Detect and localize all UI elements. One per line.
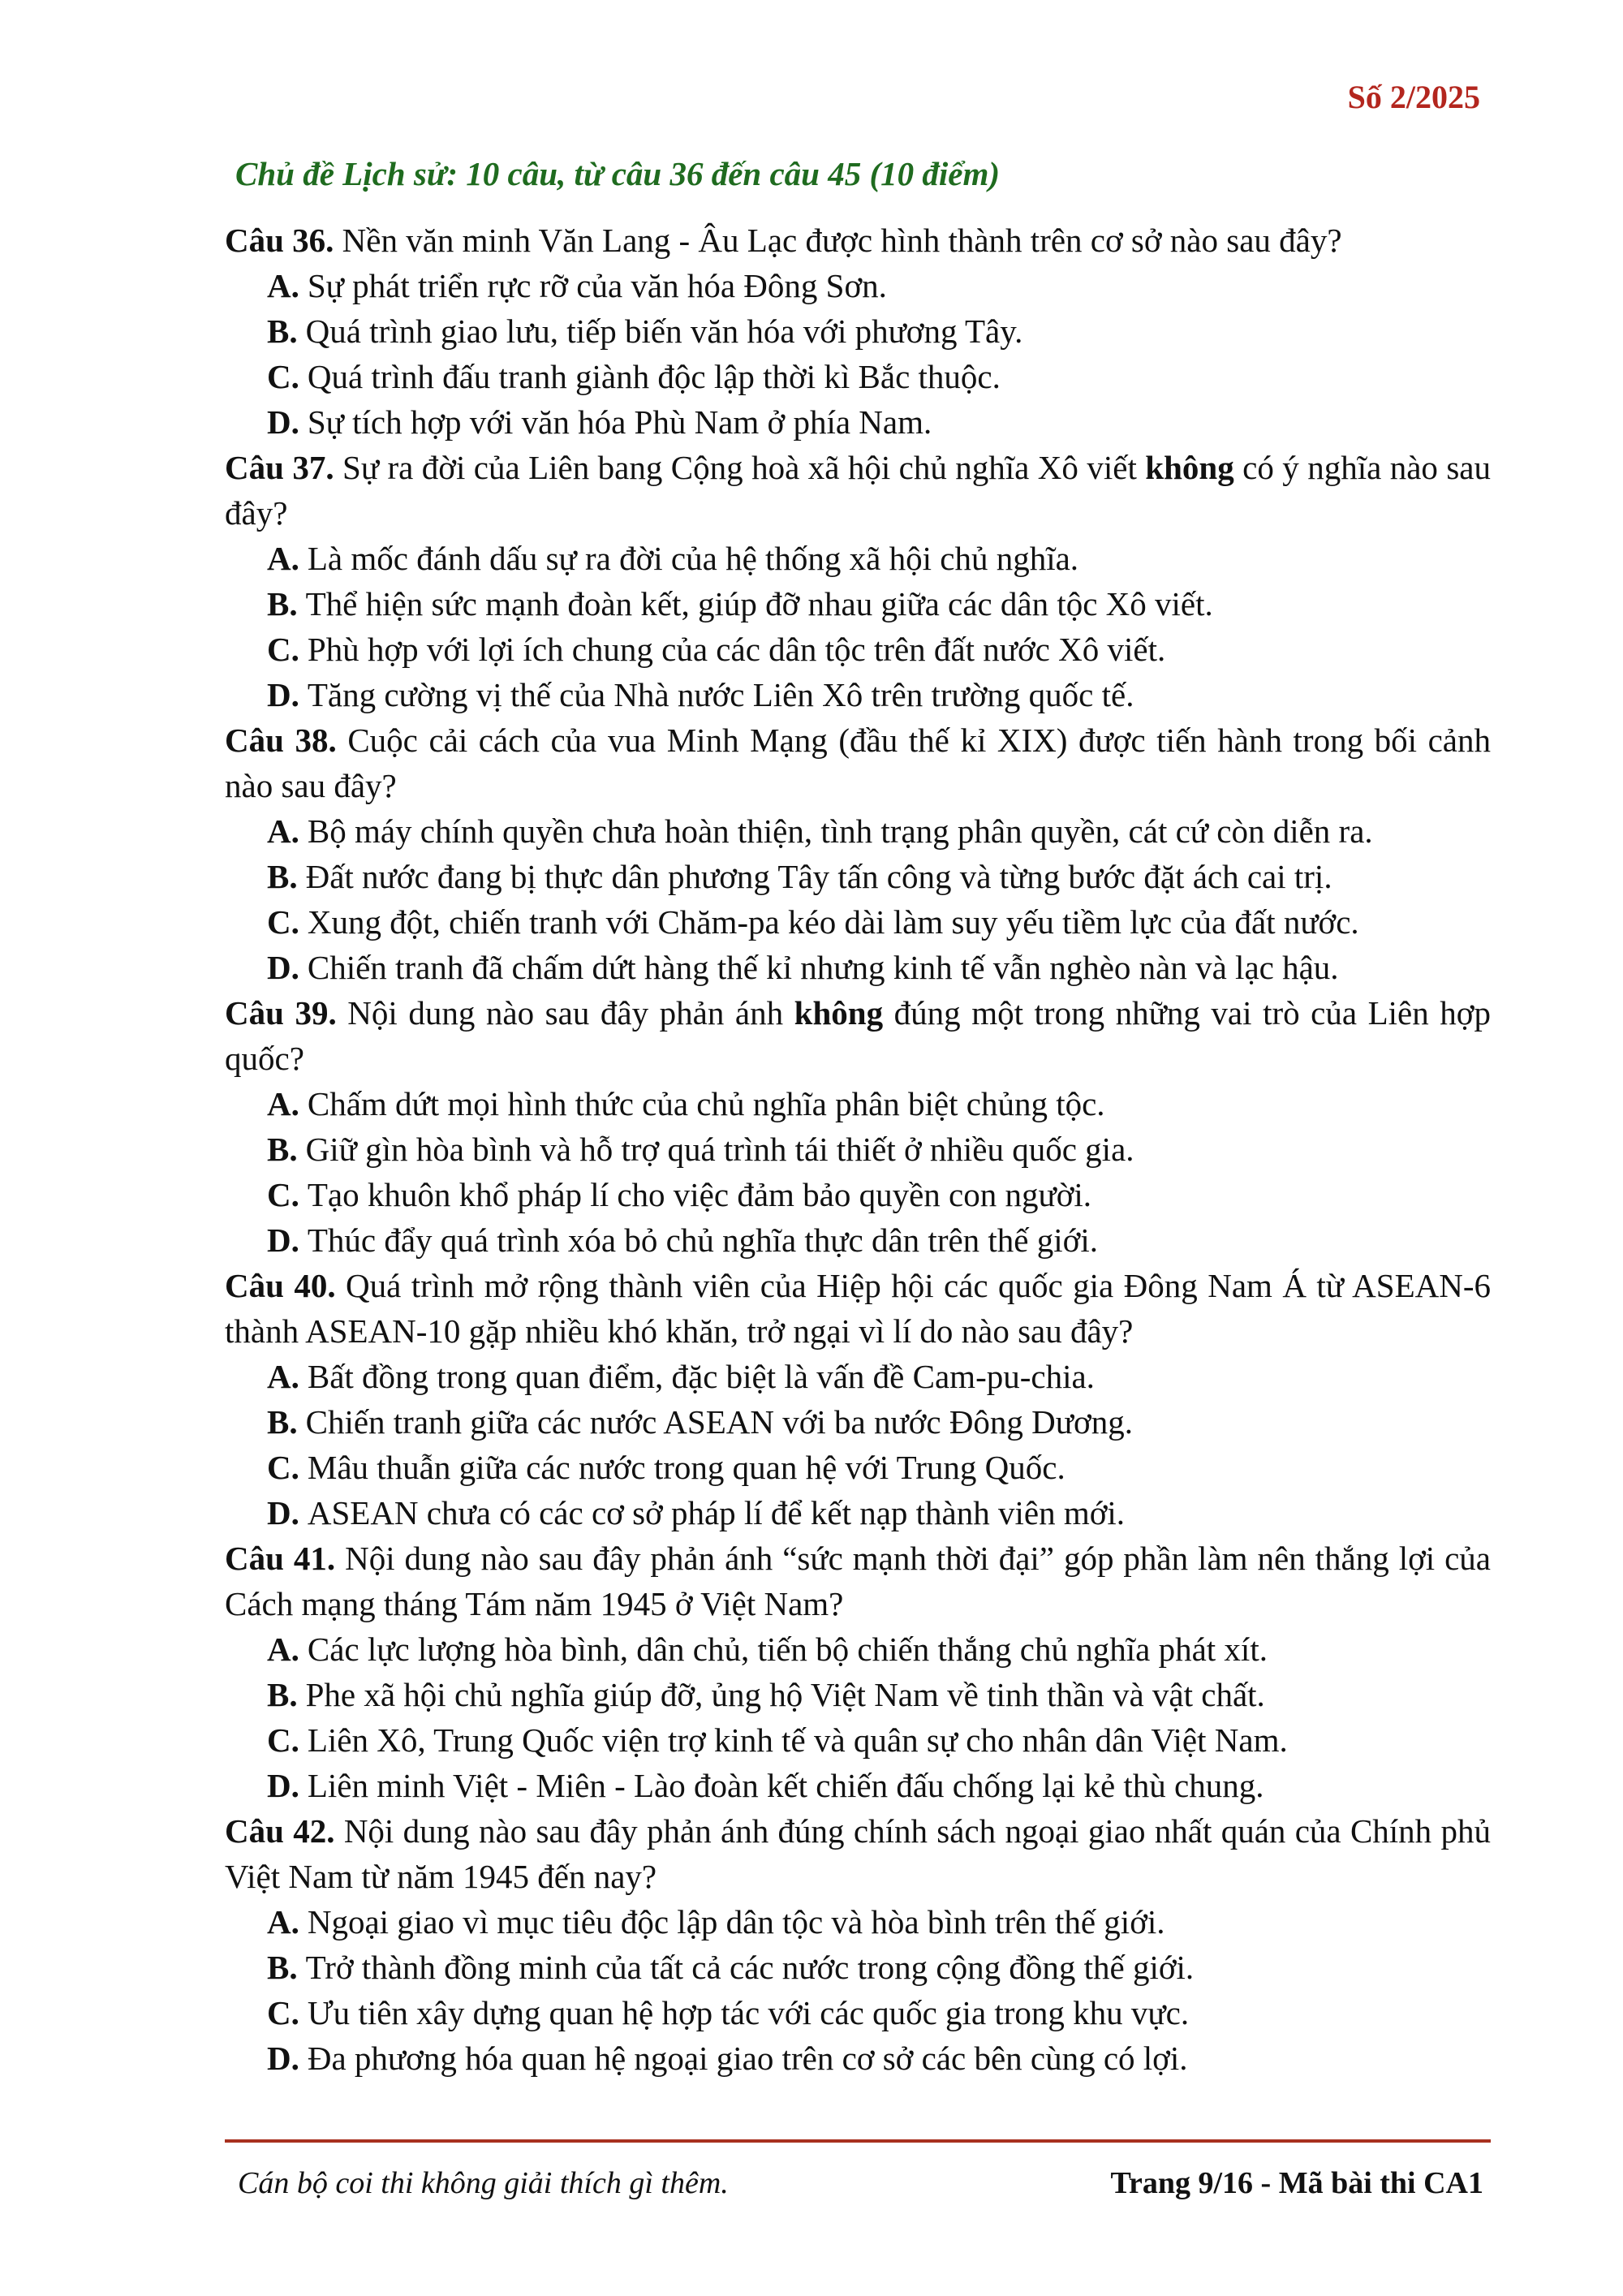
question-stem: [225, 445, 1491, 536]
option-d: [225, 1217, 1491, 1263]
question-stem: [225, 990, 1491, 1081]
option-letter: A.: [267, 267, 299, 304]
page-info: Trang 9/16 - Mã bài thi CA1: [1110, 2166, 1483, 2200]
option-d: [225, 672, 1491, 717]
option-text: Liên Xô, Trung Quốc viện trợ kinh tế và quân sự cho nhân dân Việt Nam.: [307, 1721, 1288, 1759]
option-text: Tạo khuôn khổ pháp lí cho việc đảm bảo quyền con người.: [307, 1176, 1092, 1213]
option-d: [225, 945, 1491, 990]
question-number: Câu 41.: [225, 1540, 336, 1577]
question-36: [225, 218, 1491, 445]
option-text: Sự phát triển rực rỡ của văn hóa Đông Sơn.: [307, 267, 887, 304]
option-letter: C.: [267, 631, 299, 668]
option-a: [225, 1899, 1491, 1945]
option-c: [225, 899, 1491, 945]
option-a: [225, 1081, 1491, 1126]
stem-text: Nội dung nào sau đây phản ánh: [347, 994, 794, 1032]
option-letter: C.: [267, 1721, 299, 1759]
question-number: Câu 38.: [225, 722, 337, 759]
option-letter: D.: [267, 949, 299, 986]
option-b: [225, 581, 1491, 627]
option-text: Phù hợp với lợi ích chung của các dân tộc trên đất nước Xô viết.: [307, 631, 1166, 668]
option-letter: A.: [267, 812, 299, 850]
question-39: [225, 990, 1491, 1263]
question-list: [225, 218, 1491, 2081]
stem-text: Sự ra đời của Liên bang Cộng hoà xã hội chủ nghĩa Xô viết: [342, 449, 1146, 486]
stem-text: Cuộc cải cách của vua Minh Mạng (đầu thế kỉ XIX) được tiến hành trong bối cảnh nào sau đây?: [225, 722, 1492, 804]
stem-text: Nội dung nào sau đây phản ánh “sức mạnh thời đại” góp phần làm nên thắng lợi của Cách mạng tháng Tám năm 1945 ở Việt Nam?: [225, 1540, 1492, 1622]
option-text: Sự tích hợp với văn hóa Phù Nam ở phía Nam.: [307, 403, 932, 441]
option-text: Xung đột, chiến tranh với Chăm-pa kéo dài làm suy yếu tiềm lực của đất nước.: [307, 903, 1359, 941]
option-letter: D.: [267, 403, 299, 441]
option-text: Quá trình đấu tranh giành độc lập thời kì Bắc thuộc.: [307, 358, 1001, 395]
option-text: Ngoại giao vì mục tiêu độc lập dân tộc và hòa bình trên thế giới.: [307, 1903, 1165, 1941]
option-text: Đất nước đang bị thực dân phương Tây tấn công và từng bước đặt ách cai trị.: [305, 858, 1332, 895]
option-text: Chiến tranh giữa các nước ASEAN với ba nước Đông Dương.: [305, 1403, 1133, 1441]
option-d: [225, 1490, 1491, 1536]
question-number: Câu 42.: [225, 1812, 335, 1850]
option-text: Bất đồng trong quan điểm, đặc biệt là vấn đề Cam-pu-chia.: [307, 1358, 1095, 1395]
option-letter: C.: [267, 1994, 299, 2031]
option-letter: D.: [267, 1221, 299, 1259]
option-text: Đa phương hóa quan hệ ngoại giao trên cơ sở các bên cùng có lợi.: [307, 2040, 1188, 2077]
option-text: Liên minh Việt - Miên - Lào đoàn kết chiến đấu chống lại kẻ thù chung.: [307, 1767, 1264, 1804]
option-letter: C.: [267, 358, 299, 395]
option-text: Thúc đẩy quá trình xóa bỏ chủ nghĩa thực dân trên thế giới.: [307, 1221, 1098, 1259]
option-a: [225, 536, 1491, 581]
option-letter: B.: [267, 1131, 298, 1168]
option-a: [225, 1626, 1491, 1672]
issue-number: Số 2/2025: [1347, 79, 1480, 115]
footer-note: Cán bộ coi thi không giải thích gì thêm.: [238, 2166, 729, 2200]
option-text: Tăng cường vị thế của Nhà nước Liên Xô trên trường quốc tế.: [307, 676, 1134, 713]
option-text: Thể hiện sức mạnh đoàn kết, giúp đỡ nhau giữa các dân tộc Xô viết.: [305, 585, 1213, 622]
option-letter: D.: [267, 1767, 299, 1804]
stem-text-after: đúng một trong những vai trò của Liên hợp quốc?: [225, 994, 1491, 1077]
option-text: Mâu thuẫn giữa các nước trong quan hệ với Trung Quốc.: [307, 1449, 1065, 1486]
option-letter: C.: [267, 903, 299, 941]
option-text: Các lực lượng hòa bình, dân chủ, tiến bộ chiến thắng chủ nghĩa phát xít.: [307, 1630, 1268, 1668]
option-letter: B.: [267, 585, 298, 622]
question-38: [225, 717, 1491, 990]
question-number: Câu 36.: [225, 222, 334, 259]
option-letter: B.: [267, 858, 298, 895]
stem-text: Nội dung nào sau đây phản ánh đúng chính sách ngoại giao nhất quán của Chính phủ Việt Nam từ năm 1945 đến nay?: [225, 1812, 1492, 1895]
option-text: Ưu tiên xây dựng quan hệ hợp tác với các quốc gia trong khu vực.: [307, 1994, 1190, 2031]
question-42: [225, 1808, 1491, 2081]
option-b: [225, 1126, 1491, 1172]
option-b: [225, 1672, 1491, 1717]
option-a: [225, 808, 1491, 854]
question-number: Câu 39.: [225, 994, 337, 1032]
option-a: [225, 1354, 1491, 1399]
option-d: [225, 2035, 1491, 2081]
footer-divider: [225, 2139, 1491, 2143]
option-c: [225, 1990, 1491, 2035]
question-number: Câu 37.: [225, 449, 334, 486]
question-number: Câu 40.: [225, 1267, 336, 1304]
stem-text: Quá trình mở rộng thành viên của Hiệp hội các quốc gia Đông Nam Á từ ASEAN-6 thành ASEAN-10 gặp nhiều khó khăn, trở ngại vì lí do nào sau đây?: [225, 1267, 1491, 1350]
option-d: [225, 399, 1491, 445]
option-letter: C.: [267, 1449, 299, 1486]
option-letter: B.: [267, 1403, 298, 1441]
stem-emphasis: không: [1145, 449, 1234, 486]
option-letter: A.: [267, 1630, 299, 1668]
option-c: [225, 1172, 1491, 1217]
option-c: [225, 1717, 1491, 1763]
question-stem: [225, 1536, 1491, 1626]
question-37: [225, 445, 1491, 717]
option-text: Bộ máy chính quyền chưa hoàn thiện, tình trạng phân quyền, cát cứ còn diễn ra.: [307, 812, 1373, 850]
option-letter: D.: [267, 1494, 299, 1531]
option-letter: A.: [267, 1358, 299, 1395]
option-c: [225, 1445, 1491, 1490]
stem-emphasis: không: [794, 994, 884, 1032]
option-c: [225, 627, 1491, 672]
stem-text: Nền văn minh Văn Lang - Âu Lạc được hình thành trên cơ sở nào sau đây?: [342, 222, 1342, 259]
option-letter: A.: [267, 1903, 299, 1941]
option-b: [225, 1945, 1491, 1990]
question-41: [225, 1536, 1491, 1808]
option-letter: C.: [267, 1176, 299, 1213]
option-b: [225, 854, 1491, 899]
option-letter: B.: [267, 1676, 298, 1713]
option-text: ASEAN chưa có các cơ sở pháp lí để kết nạp thành viên mới.: [307, 1494, 1126, 1531]
option-b: [225, 308, 1491, 354]
stem-text-after: có ý nghĩa nào sau đây?: [225, 449, 1492, 532]
option-letter: A.: [267, 540, 299, 577]
option-letter: A.: [267, 1085, 299, 1122]
option-text: Phe xã hội chủ nghĩa giúp đỡ, ủng hộ Việt Nam về tinh thần và vật chất.: [305, 1676, 1265, 1713]
question-stem: [225, 1808, 1491, 1899]
question-stem: [225, 717, 1491, 808]
question-stem: [225, 1263, 1491, 1354]
option-text: Chiến tranh đã chấm dứt hàng thế kỉ nhưng kinh tế vẫn nghèo nàn và lạc hậu.: [307, 949, 1339, 986]
question-stem: [225, 218, 1491, 263]
option-text: Quá trình giao lưu, tiếp biến văn hóa với phương Tây.: [305, 312, 1023, 350]
option-c: [225, 354, 1491, 399]
option-b: [225, 1399, 1491, 1445]
option-d: [225, 1763, 1491, 1808]
option-text: Là mốc đánh dấu sự ra đời của hệ thống xã hội chủ nghĩa.: [307, 540, 1079, 577]
option-letter: B.: [267, 1949, 298, 1986]
option-a: [225, 263, 1491, 308]
question-40: [225, 1263, 1491, 1536]
option-text: Giữ gìn hòa bình và hỗ trợ quá trình tái thiết ở nhiều quốc gia.: [305, 1131, 1134, 1168]
option-letter: D.: [267, 2040, 299, 2077]
option-letter: D.: [267, 676, 299, 713]
option-text: Trở thành đồng minh của tất cả các nước trong cộng đồng thế giới.: [305, 1949, 1195, 1986]
option-text: Chấm dứt mọi hình thức của chủ nghĩa phân biệt chủng tộc.: [307, 1085, 1105, 1122]
section-title: Chủ đề Lịch sử: 10 câu, từ câu 36 đến câu 45 (10 điểm): [235, 155, 1000, 192]
option-letter: B.: [267, 312, 298, 350]
